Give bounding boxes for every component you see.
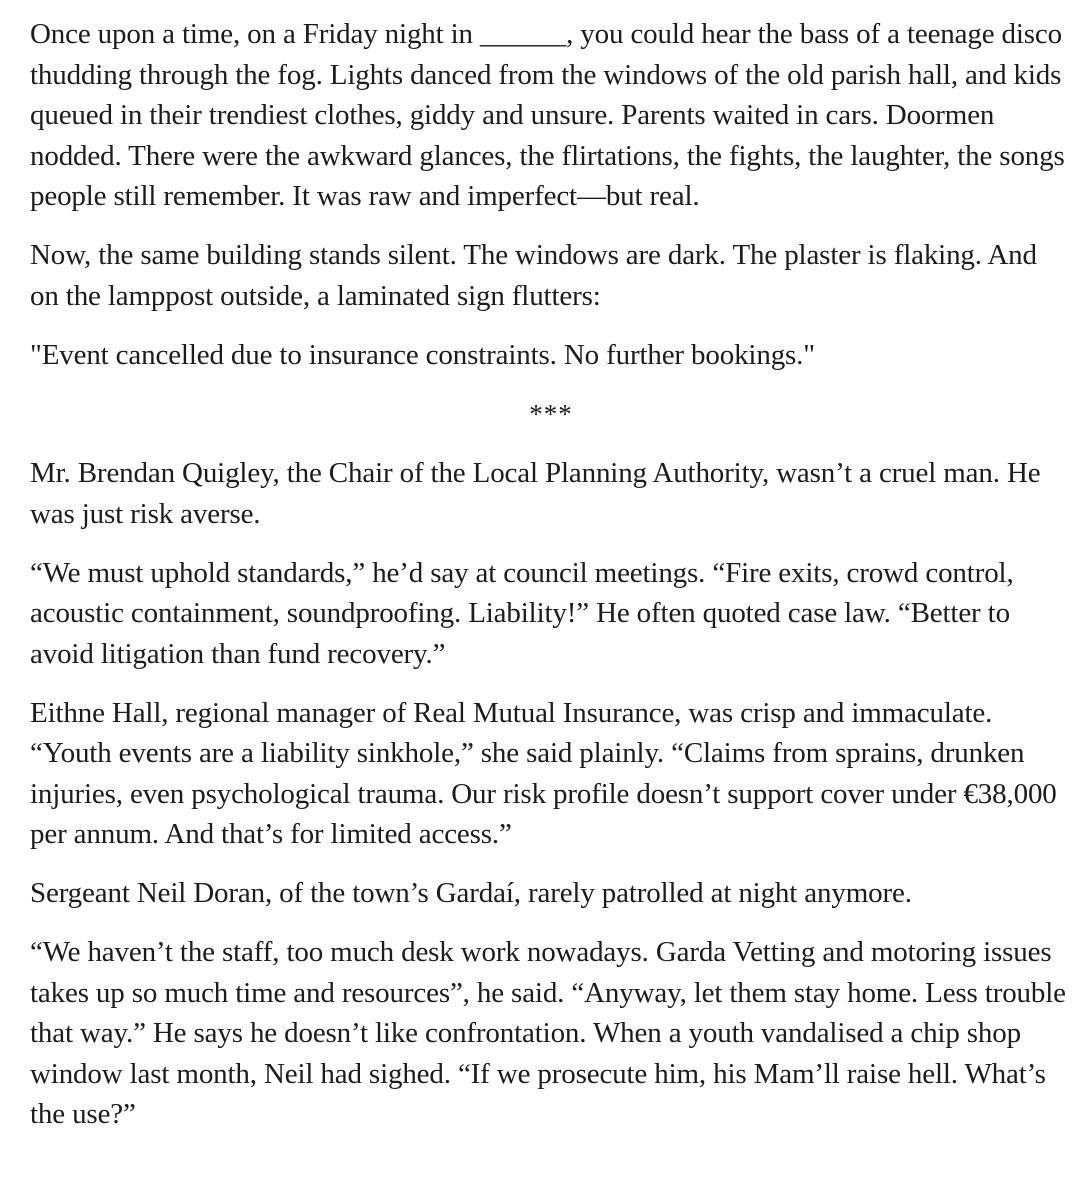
paragraph-brendan-quigley: Mr. Brendan Quigley, the Chair of the Local Planning Authority, wasn’t a cruel man. He was just risk averse. — [30, 457, 1041, 530]
paragraph-garda-quote: “We haven’t the staff, too much desk work nowadays. Garda Vetting and motoring issues takes up so much time and resources”, he said. “Anyway, let them stay home. Less trouble that way.” He says he doesn’t like confrontation. When a youth vandalised a chip shop window last month, Neil had sighed. “If we prosecute him, his Mam’ll raise hell. What’s the use?” — [30, 936, 1066, 1130]
paragraph-silent-building: Now, the same building stands silent. The windows are dark. The plaster is flaking. And on the lamppost outside, a laminated sign flutters: — [30, 239, 1037, 312]
section-separator: *** — [529, 398, 573, 429]
paragraph-neil-doran: Sergeant Neil Doran, of the town’s Gardaí, rarely patrolled at night anymore. — [30, 877, 912, 909]
paragraph-cancellation-sign: "Event cancelled due to insurance constraints. No further bookings." — [30, 338, 815, 371]
paragraph-disco-memory: Once upon a time, on a Friday night in ______, you could hear the bass of a teenage disco thudding through the fog. Lights danced from the windows of the old parish hall, and kids queued in their trendiest clothes, giddy and unsure. Parents waited in cars. Doormen nodded. There were the awkward glances, the flirtations, the fights, the laughter, the songs people still remember. It was raw and imperfect—but real. — [30, 18, 1065, 212]
paragraph-council-quote: “We must uphold standards,” he’d say at council meetings. “Fire exits, crowd control, acoustic containment, soundproofing. Liability!” He often quoted case law. “Better to avoid litigation than fund recovery.” — [30, 556, 1014, 670]
paragraph-eithne-hall: Eithne Hall, regional manager of Real Mutual Insurance, was crisp and immaculate. “Youth events are a liability sinkhole,” she said plainly. “Claims from sprains, drunken injuries, even psychological trauma. Our risk profile doesn’t support cover under €38,000 per annum. And that’s for limited access.” — [30, 696, 1057, 850]
